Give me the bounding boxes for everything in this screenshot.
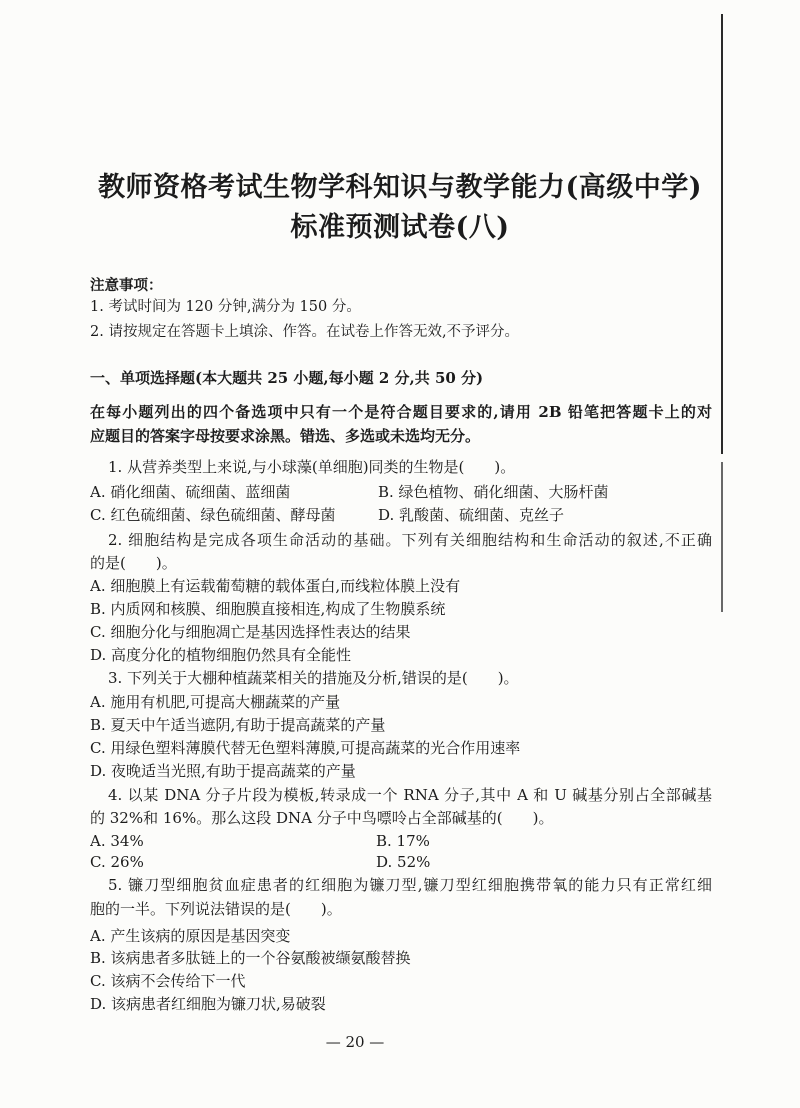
title-line-2: 标准预测试卷(八): [290, 212, 510, 243]
question-3-stem: 3. 下列关于大棚种植蔬菜相关的措施及分析,错误的是( )。: [108, 669, 519, 687]
section-instruction-line-1: 在每小题列出的四个备选项中只有一个是符合题目要求的,请用 2B 铅笔把答题卡上的对: [90, 403, 712, 421]
question-4-option-c: C. 26%: [90, 853, 144, 871]
notice-item-1: 1. 考试时间为 120 分钟,满分为 150 分。: [90, 299, 361, 315]
question-2-option-d: D. 高度分化的植物细胞仍然具有全能性: [90, 646, 352, 664]
question-4-option-b: B. 17%: [376, 832, 430, 850]
notice-heading: 注意事项：: [90, 277, 163, 294]
question-1-option-d: D. 乳酸菌、硫细菌、克丝子: [378, 506, 565, 524]
question-1-option-c: C. 红色硫细菌、绿色硫细菌、酵母菌: [90, 506, 336, 524]
question-1-stem: 1. 从营养类型上来说,与小球藻(单细胞)同类的生物是( )。: [108, 458, 516, 476]
question-3-option-a: A. 施用有机肥,可提高大棚蔬菜的产量: [90, 693, 341, 711]
question-5-option-b: B. 该病患者多肽链上的一个谷氨酸被缬氨酸替换: [90, 949, 411, 967]
question-2-option-c: C. 细胞分化与细胞凋亡是基因选择性表达的结果: [90, 623, 411, 641]
binding-line-lower: [721, 462, 723, 612]
question-4-option-a: A. 34%: [90, 832, 144, 850]
question-3-option-b: B. 夏天中午适当遮阴,有助于提高蔬菜的产量: [90, 716, 386, 734]
question-4-option-d: D. 52%: [376, 853, 431, 871]
question-2-stem-line-2: 的是( )。: [90, 554, 177, 572]
notice-item-2: 2. 请按规定在答题卡上填涂、作答。在试卷上作答无效,不予评分。: [90, 324, 520, 340]
question-4-stem-line-1: 4. 以某 DNA 分子片段为模板,转录成一个 RNA 分子,其中 A 和 U 碱基分别占全部碱基: [108, 786, 712, 804]
question-5-stem-line-2: 胞的一半。下列说法错误的是( )。: [90, 900, 342, 918]
section-instruction-line-2: 应题目的答案字母按要求涂黑。错选、多选或未选均无分。: [90, 427, 481, 445]
question-2-option-a: A. 细胞膜上有运载葡萄糖的载体蛋白,而线粒体膜上没有: [90, 577, 461, 595]
question-2-option-b: B. 内质网和核膜、细胞膜直接相连,构成了生物膜系统: [90, 600, 446, 618]
question-2-stem-line-1: 2. 细胞结构是完成各项生命活动的基础。下列有关细胞结构和生命活动的叙述,不正确: [108, 531, 712, 549]
question-1-option-a: A. 硝化细菌、硫细菌、蓝细菌: [90, 483, 291, 501]
title-line-1: 教师资格考试生物学科知识与教学能力(高级中学): [97, 172, 703, 203]
question-3-option-d: D. 夜晚适当光照,有助于提高蔬菜的产量: [90, 762, 356, 780]
question-5-stem-line-1: 5. 镰刀型细胞贫血症患者的红细胞为镰刀型,镰刀型红细胞携带氧的能力只有正常红细: [108, 876, 712, 894]
question-1-option-b: B. 绿色植物、硝化细菌、大肠杆菌: [378, 483, 609, 501]
question-5-option-d: D. 该病患者红细胞为镰刀状,易破裂: [90, 995, 326, 1013]
question-5-option-c: C. 该病不会传给下一代: [90, 972, 246, 990]
question-4-stem-line-2: 的 32%和 16%。那么这段 DNA 分子中鸟嘌呤占全部碱基的( )。: [90, 809, 554, 827]
question-3-option-c: C. 用绿色塑料薄膜代替无色塑料薄膜,可提高蔬菜的光合作用速率: [90, 739, 521, 757]
question-5-option-a: A. 产生该病的原因是基因突变: [90, 927, 291, 945]
page-number: — 20 —: [325, 1033, 385, 1051]
section-heading: 一、单项选择题(本大题共 25 小题,每小题 2 分,共 50 分): [90, 369, 484, 387]
